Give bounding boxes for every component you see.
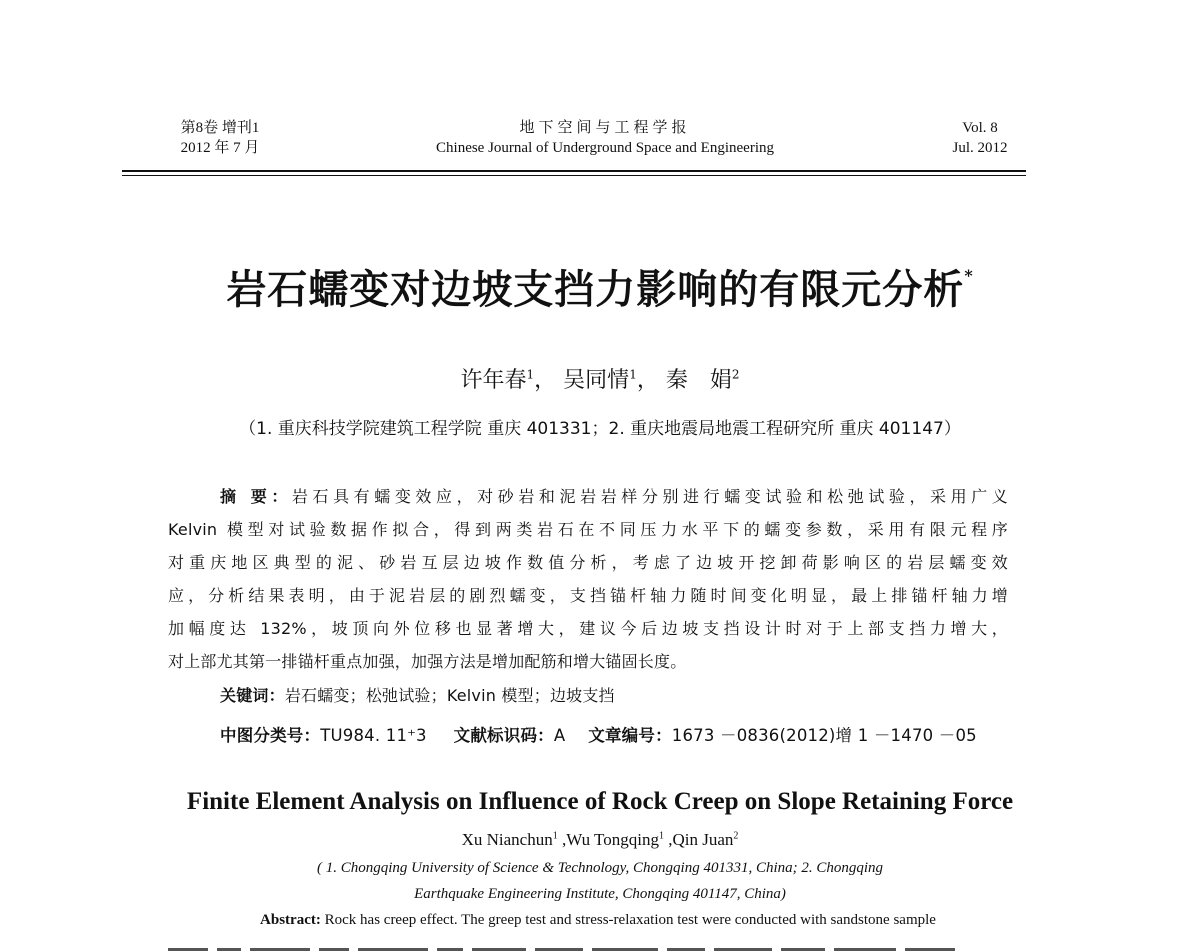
clc-label: 中图分类号： [220,726,321,745]
header-volume-en-block [920,118,1040,158]
header-rule-thin [122,175,1026,176]
author-separator-en: , [557,830,567,849]
authors-en [0,830,1200,850]
author-separator-en: , [663,830,673,849]
author-separator: ， [636,368,659,393]
abstract-en [168,912,1028,929]
author-affil-mark: 2 [731,367,740,382]
abstract-en-text: Rock has creep effect. The greep test and stress-relaxation test were conducted with sandstone sample [324,912,936,928]
abstract-cn-line: Kelvin 模型对试验数据作拟合，得到两类岩石在不同压力水平下的蠕变参数，采用有限元程序 [168,520,1008,539]
title-text: 岩石蠕变对边坡支挡力影响的有限元分析 [226,266,965,313]
doc-code-label: 文献标识码： [453,726,554,745]
authors-cn [0,363,1200,394]
article-title-en: Finite Element Analysis on Influence of Rock Creep on Slope Retaining Force [186,788,1014,815]
affiliation-en-line-1 [0,860,1200,877]
abstract-en-cutoff-line [168,940,1028,952]
header-rule-thick [122,170,1026,172]
author-affil-mark-en: 2 [733,830,739,842]
abstract-cn-line: 对重庆地区典型的泥、砂岩互层边坡作数值分析，考虑了边坡开挖卸荷影响区的岩层蠕变效 [168,553,1008,572]
header-date-en: Jul. 2012 [952,140,1008,156]
title-footnote-mark: * [964,266,974,285]
header-volume-block [150,118,290,158]
author-name: 许年春 [460,368,527,393]
article-no-value: 1673 －0836(2012)增 1 －1470 －05 [671,726,977,745]
abstract-cn-line: 加幅度达 132%，坡顶向外位移也显著增大，建议今后边坡支挡设计时对于上部支挡力增大， [168,619,1008,638]
abstract-cn-line: 应，分析结果表明，由于泥岩层的剧烈蠕变，支挡锚杆轴力随时间变化明显，最上排锚杆轴力增 [168,586,1008,605]
affiliation-cn: （1. 重庆科技学院建筑工程学院 重庆 401331；2. 重庆地震局地震工程研究所 重庆 401147） [239,419,961,439]
header-journal-name-en: Chinese Journal of Underground Space and Engineering [436,140,774,156]
abstract-cn-line: 对上部尤其第一排锚杆重点加强，加强方法是增加配筋和增大锚固长度。 [168,652,687,671]
author-separator: ， [534,368,557,393]
author-name-en: Qin Juan [672,830,734,849]
author-name: 秦 娟 [665,368,732,393]
clc-value: TU984. 11⁺3 [320,726,427,745]
author-affil-mark-en: 1 [658,830,664,842]
doc-code-value: A [553,726,566,745]
header-date-cn: 2012 年 7 月 [180,140,260,156]
article-title-cn [0,258,1200,315]
author-affil-mark: 1 [629,367,637,382]
header-journal-block [380,118,830,158]
abstract-cn-text: 岩石具有蠕变效应，对砂岩和泥岩岩样分别进行蠕变试验和松弛试验，采用广义 [291,487,1008,506]
header-journal-name-cn: 地下空间与工程学报 [519,120,691,136]
affiliation-en-text-2: Earthquake Engineering Institute, Chongqing 401147, China) [414,886,786,902]
abstract-cn-label: 摘 要： [220,487,292,506]
keywords-text: 岩石蠕变；松弛试验；Kelvin 模型；边坡支挡 [284,686,615,705]
author-name-en: Xu Nianchun [461,830,553,849]
affiliation-en-line-2 [0,886,1200,903]
author-affil-mark: 1 [526,367,535,382]
abstract-en-label: Abstract: [260,912,321,928]
affiliation-en-text-1: ( 1. Chongqing University of Science & Technology, Chongqing 401331, China; 2. Chongqing [316,860,884,876]
header-volume-en: Vol. 8 [962,120,998,136]
author-name-en: Wu Tongqing [566,830,659,849]
author-name: 吴同情 [563,368,630,393]
article-no-label: 文章编号： [588,726,672,745]
keywords-cn [220,683,615,706]
author-affil-mark-en: 1 [552,830,558,842]
abstract-cn-line [168,484,1008,507]
header-volume-issue-cn: 第8卷 增刊1 [180,120,260,136]
classification-line [220,722,977,746]
keywords-label: 关键词： [220,686,285,705]
